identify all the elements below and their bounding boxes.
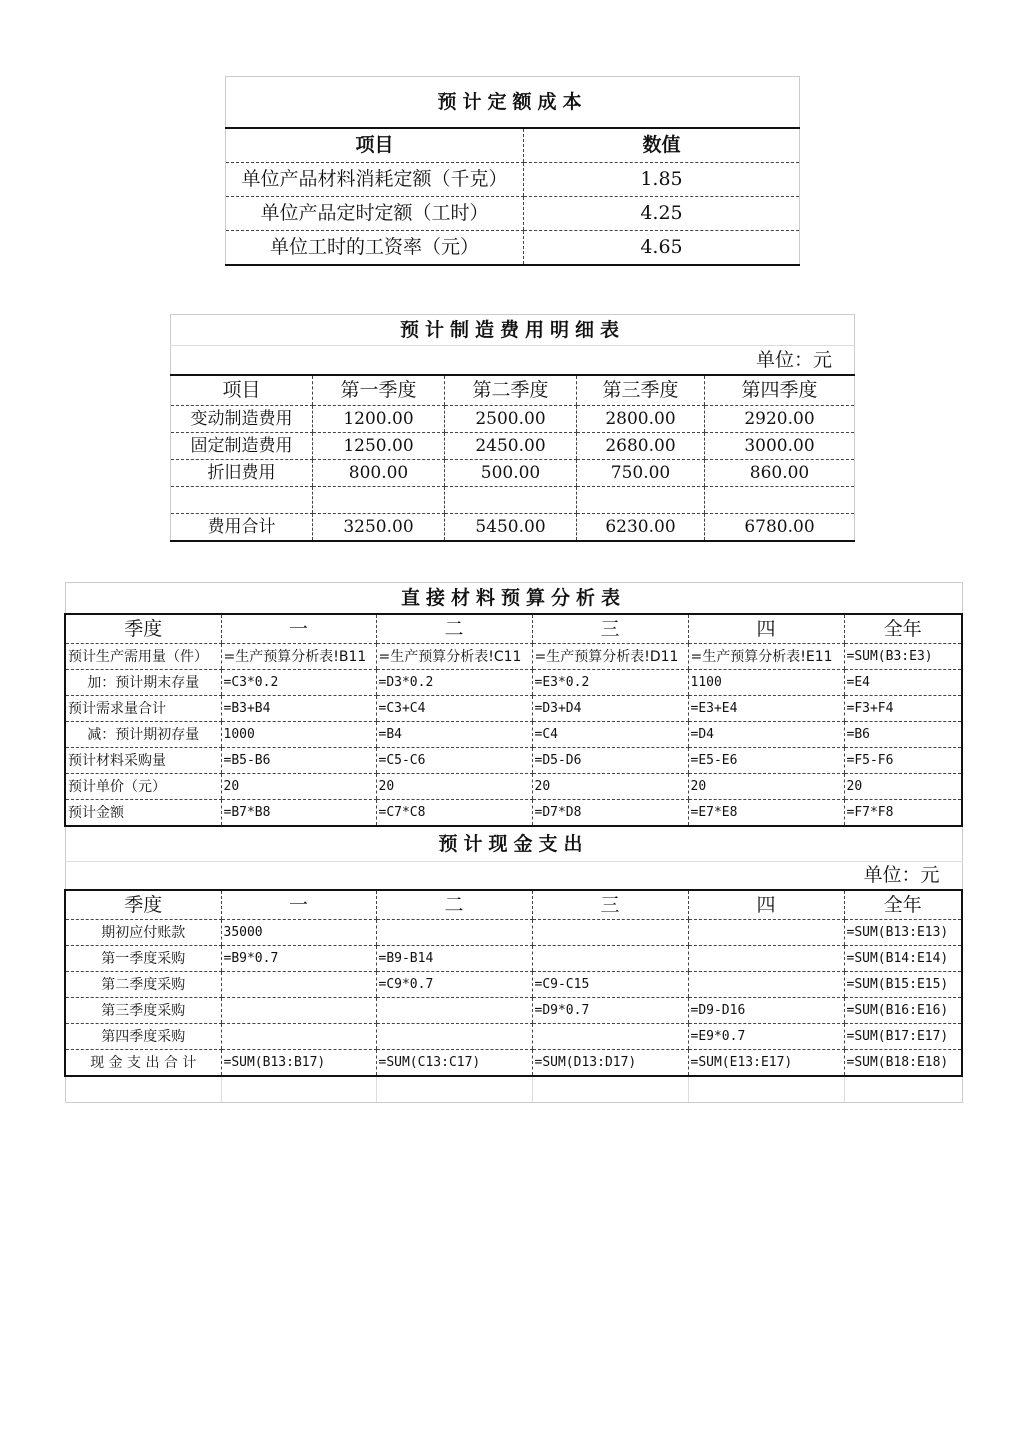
- cell: [688, 946, 844, 972]
- cell: =D9-D16: [688, 998, 844, 1024]
- cell: 750.00: [577, 460, 705, 487]
- cell: =C7*C8: [376, 800, 532, 827]
- cell: [577, 487, 705, 514]
- cell: 800.00: [313, 460, 445, 487]
- cell: =SUM(B13:E13): [844, 920, 962, 946]
- cell: [313, 487, 445, 514]
- cell: [532, 946, 688, 972]
- cell: =生产预算分析表!C11: [376, 644, 532, 670]
- standard-cost-table: [225, 76, 800, 266]
- cell: =生产预算分析表!E11: [688, 644, 844, 670]
- cell: [376, 920, 532, 946]
- cell: =C5-C6: [376, 748, 532, 774]
- row-label: 固定制造费用: [171, 433, 313, 460]
- cell: [688, 972, 844, 998]
- cell: 1250.00: [313, 433, 445, 460]
- header-q2: 第二季度: [445, 375, 577, 406]
- header-item: 项目: [226, 128, 524, 163]
- row-value: 4.25: [524, 197, 800, 231]
- cell: =C3*0.2: [221, 670, 376, 696]
- header-q2: 二: [376, 890, 532, 920]
- header-value: 数值: [524, 128, 800, 163]
- row-label: 预计需求量合计: [65, 696, 221, 722]
- cash-expense-unit: 单位：元: [65, 862, 962, 891]
- cell: 860.00: [705, 460, 855, 487]
- cell: 20: [532, 774, 688, 800]
- cell: [705, 487, 855, 514]
- blank-cell: [376, 1076, 532, 1103]
- blank-cell: [65, 1076, 221, 1103]
- blank-cell: [221, 1076, 376, 1103]
- cell: =E3*0.2: [532, 670, 688, 696]
- cell: =B7*B8: [221, 800, 376, 827]
- cell: =B9-B14: [376, 946, 532, 972]
- cell: [532, 1024, 688, 1050]
- header-q3: 三: [532, 614, 688, 644]
- row-label: 变动制造费用: [171, 406, 313, 433]
- cell: 6780.00: [705, 514, 855, 542]
- header-q1: 一: [221, 890, 376, 920]
- overhead-title: 预计制造费用明细表: [171, 315, 855, 346]
- cell: =SUM(B18:E18): [844, 1050, 962, 1077]
- row-label: [171, 487, 313, 514]
- row-label: 单位工时的工资率（元）: [226, 231, 524, 266]
- cell: =D7*D8: [532, 800, 688, 827]
- cell: =SUM(B13:B17): [221, 1050, 376, 1077]
- header-quarter: 季度: [65, 890, 221, 920]
- cell: 35000: [221, 920, 376, 946]
- header-q1: 一: [221, 614, 376, 644]
- blank-cell: [532, 1076, 688, 1103]
- header-year: 全年: [844, 890, 962, 920]
- cell: 500.00: [445, 460, 577, 487]
- header-q3: 三: [532, 890, 688, 920]
- cell: =C3+C4: [376, 696, 532, 722]
- row-label: 第二季度采购: [65, 972, 221, 998]
- direct-material-budget-table: [64, 582, 963, 1103]
- cell: 2450.00: [445, 433, 577, 460]
- cell: =SUM(E13:E17): [688, 1050, 844, 1077]
- cell: 20: [688, 774, 844, 800]
- cell: 6230.00: [577, 514, 705, 542]
- row-label: 现 金 支 出 合 计: [65, 1050, 221, 1077]
- overhead-unit: 单位：元: [171, 346, 855, 376]
- header-year: 全年: [844, 614, 962, 644]
- blank-cell: [844, 1076, 962, 1103]
- material-budget-title: 直接材料预算分析表: [65, 583, 962, 615]
- cell: [445, 487, 577, 514]
- cell: 2500.00: [445, 406, 577, 433]
- cell: =SUM(B17:E17): [844, 1024, 962, 1050]
- cell: =SUM(B15:E15): [844, 972, 962, 998]
- row-label: 第一季度采购: [65, 946, 221, 972]
- cell: =C4: [532, 722, 688, 748]
- header-q2: 二: [376, 614, 532, 644]
- cell: =D4: [688, 722, 844, 748]
- cell: =D3*0.2: [376, 670, 532, 696]
- cell: [221, 1024, 376, 1050]
- cell: =SUM(D13:D17): [532, 1050, 688, 1077]
- cell: =SUM(C13:C17): [376, 1050, 532, 1077]
- row-label: 减：预计期初存量: [65, 722, 221, 748]
- row-label: 预计材料采购量: [65, 748, 221, 774]
- cell: [221, 998, 376, 1024]
- row-label: 折旧费用: [171, 460, 313, 487]
- cell: 5450.00: [445, 514, 577, 542]
- cell: =SUM(B16:E16): [844, 998, 962, 1024]
- header-q1: 第一季度: [313, 375, 445, 406]
- cell: =D3+D4: [532, 696, 688, 722]
- row-label: 预计生产需用量（件）: [65, 644, 221, 670]
- standard-cost-title: 预计定额成本: [226, 77, 800, 129]
- cell: [376, 998, 532, 1024]
- cell: [532, 920, 688, 946]
- cell: =E7*E8: [688, 800, 844, 827]
- cell: [376, 1024, 532, 1050]
- cell: 2920.00: [705, 406, 855, 433]
- cell: 1000: [221, 722, 376, 748]
- cell: [688, 920, 844, 946]
- row-label: 单位产品定时定额（工时）: [226, 197, 524, 231]
- cell: =B9*0.7: [221, 946, 376, 972]
- cash-expense-title: 预计现金支出: [65, 826, 962, 862]
- cell: 1100: [688, 670, 844, 696]
- cell: =E4: [844, 670, 962, 696]
- row-value: 4.65: [524, 231, 800, 266]
- header-q4: 四: [688, 890, 844, 920]
- cell: =SUM(B14:E14): [844, 946, 962, 972]
- cell: =B4: [376, 722, 532, 748]
- header-q4: 第四季度: [705, 375, 855, 406]
- cell: =生产预算分析表!B11: [221, 644, 376, 670]
- header-item: 项目: [171, 375, 313, 406]
- cell: =B3+B4: [221, 696, 376, 722]
- cell: =F5-F6: [844, 748, 962, 774]
- cell: 20: [844, 774, 962, 800]
- cell: =B5-B6: [221, 748, 376, 774]
- header-quarter: 季度: [65, 614, 221, 644]
- cell: =E3+E4: [688, 696, 844, 722]
- cell: =C9*0.7: [376, 972, 532, 998]
- cell: =B6: [844, 722, 962, 748]
- cell: 2680.00: [577, 433, 705, 460]
- row-label: 第三季度采购: [65, 998, 221, 1024]
- cell: =E9*0.7: [688, 1024, 844, 1050]
- manufacturing-overhead-table: [170, 314, 855, 542]
- row-label: 期初应付账款: [65, 920, 221, 946]
- cell: 3250.00: [313, 514, 445, 542]
- cell: =C9-C15: [532, 972, 688, 998]
- cell: 1200.00: [313, 406, 445, 433]
- blank-cell: [688, 1076, 844, 1103]
- cell: [221, 972, 376, 998]
- cell: =F7*F8: [844, 800, 962, 827]
- cell: 20: [221, 774, 376, 800]
- header-q4: 四: [688, 614, 844, 644]
- cell: =生产预算分析表!D11: [532, 644, 688, 670]
- row-label: 费用合计: [171, 514, 313, 542]
- cell: =D9*0.7: [532, 998, 688, 1024]
- row-label: 预计单价（元）: [65, 774, 221, 800]
- row-label: 加：预计期末存量: [65, 670, 221, 696]
- cell: 3000.00: [705, 433, 855, 460]
- cell: 2800.00: [577, 406, 705, 433]
- cell: =F3+F4: [844, 696, 962, 722]
- header-q3: 第三季度: [577, 375, 705, 406]
- cell: =D5-D6: [532, 748, 688, 774]
- row-label: 预计金额: [65, 800, 221, 827]
- row-label: 单位产品材料消耗定额（千克）: [226, 163, 524, 197]
- row-label: 第四季度采购: [65, 1024, 221, 1050]
- cell: =SUM(B3:E3): [844, 644, 962, 670]
- cell: 20: [376, 774, 532, 800]
- row-value: 1.85: [524, 163, 800, 197]
- cell: =E5-E6: [688, 748, 844, 774]
